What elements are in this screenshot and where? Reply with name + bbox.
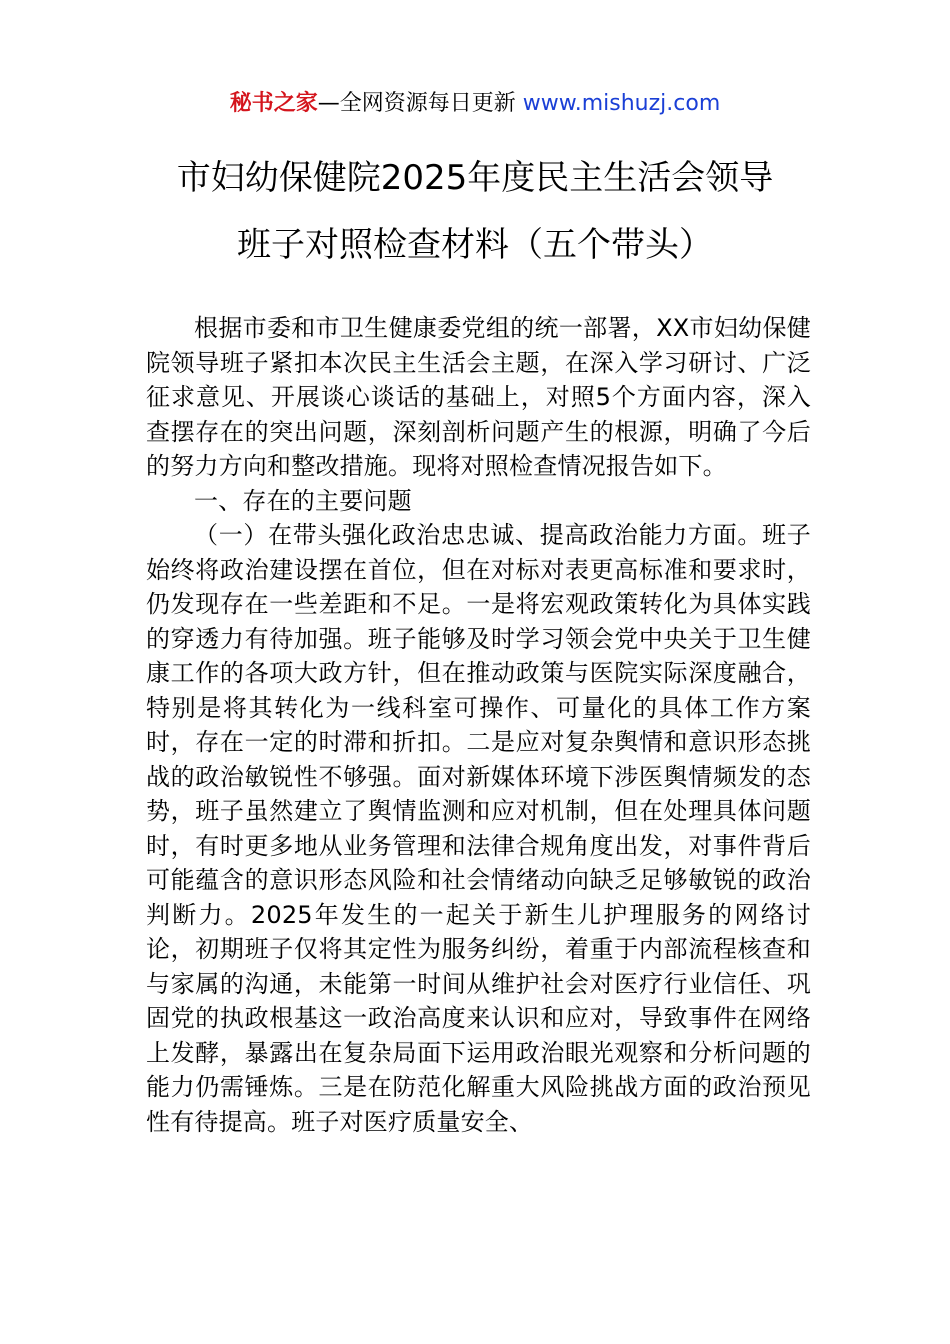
- document-body: [146, 311, 811, 1139]
- header-site-link[interactable]: www.mishuzj.com: [522, 91, 721, 116]
- watermark-header: [0, 88, 950, 120]
- header-tagline: —全网资源每日更新: [317, 91, 516, 116]
- document-title-line-1: 市妇幼保健院2025年度民主生活会领导: [176, 158, 774, 198]
- document-title-line-2: 班子对照检查材料（五个带头）: [237, 225, 713, 265]
- paragraph-item-1: （一）在带头强化政治忠忠诚、提高政治能力方面。班子始终将政治建设摆在首位，但在对标对表更高标准和要求时，仍发现存在一些差距和不足。一是将宏观政策转化为具体实践的穿透力有待加强。班子能够及时学习领会党中央关于卫生健康工作的各项大政方针，但在推动政策与医院实际深度融合，特别是将其转化为一线科室可操作、可量化的具体工作方案时，存在一定的时滞和折扣。二是应对复杂舆情和意识形态挑战的政治敏锐性不够强。面对新媒体环境下涉医舆情频发的态势，班子虽然建立了舆情监测和应对机制，但在处理具体问题时，有时更多地从业务管理和法律合规角度出发，对事件背后可能蕴含的意识形态风险和社会情绪动向缺乏足够敏锐的政治判断力。2025年发生的一起关于新生儿护理服务的网络讨论，初期班子仅将其定性为服务纠纷，着重于内部流程核查和与家属的沟通，未能第一时间从维护社会对医疗行业信任、巩固党的执政根基这一政治高度来认识和应对，导致事件在网络上发酵，暴露出在复杂局面下运用政治眼光观察和分析问题的能力仍需锤炼。三是在防范化解重大风险挑战方面的政治预见性有待提高。班子对医疗质量安全、: [146, 521, 811, 1136]
- section-heading-1: 一、存在的主要问题: [194, 486, 412, 515]
- header-brand: 秘书之家: [229, 91, 318, 116]
- paragraph-intro: 根据市委和市卫生健康委党组的统一部署，XX市妇幼保健院领导班子紧扣本次民主生活会主题，在深入学习研讨、广泛征求意见、开展谈心谈话的基础上，对照5个方面内容，深入查摆存在的突出问题，深刻剖析问题产生的根源，明确了今后的努力方向和整改措施。现将对照检查情况报告如下。: [146, 314, 811, 480]
